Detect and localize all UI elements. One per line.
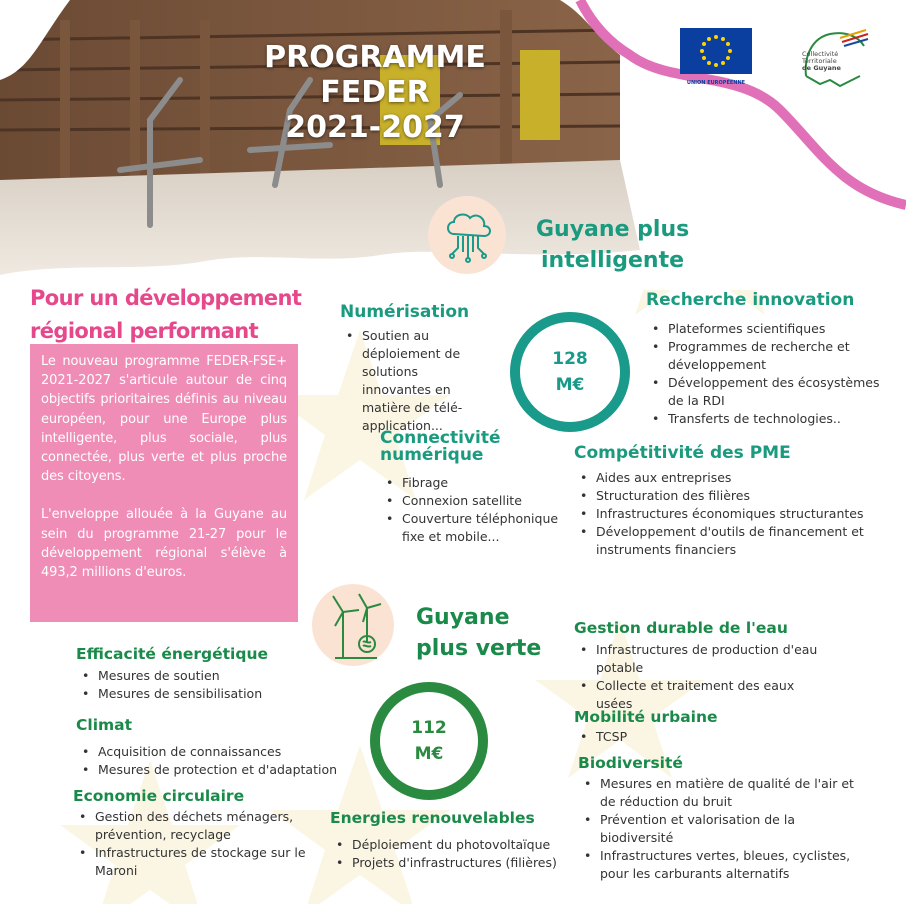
economie-list <box>73 808 323 880</box>
eu-logo <box>680 28 752 86</box>
economie-section <box>73 787 323 880</box>
biodiversite-title: Biodiversité <box>578 754 683 772</box>
smart-amount-ring <box>510 312 630 432</box>
recherche-list <box>646 320 886 428</box>
numerisation-list <box>340 327 490 435</box>
list-item: • Gestion des déchets ménagers, prévention, recyclage <box>95 808 323 844</box>
smart-amount-value: 128 <box>552 349 588 369</box>
green-title-line1: Guyane <box>416 605 510 630</box>
green-amount-unit: M€ <box>414 744 444 764</box>
economie-title: Economie circulaire <box>73 787 245 805</box>
ctg-logo <box>800 26 870 90</box>
list-item: • Acquisition de connaissances <box>98 743 346 761</box>
list-item: • Transferts de technologies.. <box>668 410 886 428</box>
cloud-circuit-icon <box>440 208 496 264</box>
intro-heading <box>30 282 310 348</box>
list-item: • Soutien au déploiement de solutions innovantes en matière de télé-application... <box>362 327 490 435</box>
ctg-logo-line3: de Guyane <box>802 64 841 72</box>
eau-section <box>574 619 834 713</box>
eau-list <box>574 641 834 713</box>
smart-title-line1: Guyane plus <box>536 217 690 242</box>
energies-section <box>330 809 570 872</box>
eu-flag-icon <box>680 28 752 74</box>
connectivite-title-line2: numérique <box>380 445 484 465</box>
mobilite-title: Mobilité urbaine <box>574 708 718 726</box>
climat-list <box>76 743 346 779</box>
list-item: • Infrastructures économiques structurantes <box>596 505 884 523</box>
green-amount-ring <box>370 682 488 800</box>
program-title-line2: FEDER <box>320 75 430 110</box>
program-title-line3: 2021-2027 <box>285 110 465 145</box>
recherche-title: Recherche innovation <box>646 290 855 310</box>
list-item: • TCSP <box>596 728 774 746</box>
list-item: • Mesures de protection et d'adaptation <box>98 761 346 779</box>
connectivite-section <box>380 430 570 546</box>
list-item: • Projets d'infrastructures (filières) <box>352 854 570 872</box>
list-item: • Mesures de sensibilisation <box>98 685 306 703</box>
intro-paragraph-2: L'enveloppe allouée à la Guyane au sein du programme 21-27 pour le développement régional s'élève à 493,2 millions d'euros. <box>41 507 287 581</box>
list-item: • Fibrage <box>402 474 570 492</box>
list-item: • Infrastructures de production d'eau potable <box>596 641 834 677</box>
list-item: • Développement des écosystèmes de la RDI <box>668 374 886 410</box>
energies-list <box>330 836 570 872</box>
climat-title: Climat <box>76 716 133 734</box>
mobilite-list <box>574 728 774 746</box>
list-item: • Mesures de soutien <box>98 667 306 685</box>
list-item: • Plateformes scientifiques <box>668 320 886 338</box>
numerisation-title: Numérisation <box>340 302 470 322</box>
ctg-logo-line1: Collectivité <box>802 50 839 58</box>
program-title-line1: PROGRAMME <box>264 40 486 75</box>
efficacite-section <box>76 645 306 703</box>
list-item: • Structuration des filières <box>596 487 884 505</box>
biodiversite-section <box>578 754 858 883</box>
connectivite-title-line1: Connectivité <box>380 428 501 448</box>
list-item: • Infrastructures vertes, bleues, cyclistes, pour les carburants alternatifs <box>600 847 858 883</box>
program-title <box>230 40 520 145</box>
ctg-logo-line2: Territoriale <box>802 57 837 65</box>
recherche-section <box>646 290 886 428</box>
pme-list <box>574 469 884 559</box>
list-item: • Mesures en matière de qualité de l'air et de réduction du bruit <box>600 775 858 811</box>
energies-title: Energies renouvelables <box>330 809 535 827</box>
green-title-line2: plus verte <box>416 636 542 661</box>
biodiversite-list <box>578 775 858 883</box>
smart-title-line2: intelligente <box>541 248 685 273</box>
connectivite-title <box>380 430 570 464</box>
list-item: • Collecte et traitement des eaux usées <box>596 677 834 713</box>
wind-turbine-icon <box>325 592 385 662</box>
list-item: • Couverture téléphonique fixe et mobile... <box>402 510 570 546</box>
efficacite-list <box>76 667 306 703</box>
numerisation-section <box>340 302 490 435</box>
mobilite-section <box>574 708 774 746</box>
efficacite-title: Efficacité énergétique <box>76 645 269 663</box>
list-item: • Prévention et valorisation de la biodiversité <box>600 811 858 847</box>
intro-box <box>30 344 298 622</box>
intro-heading-line1: Pour un développement <box>30 286 302 310</box>
list-item: • Déploiement du photovoltaïque <box>352 836 570 854</box>
connectivite-list <box>380 474 570 546</box>
list-item: • Aides aux entreprises <box>596 469 884 487</box>
smart-amount-unit: M€ <box>555 375 585 395</box>
list-item: • Programmes de recherche et développement <box>668 338 886 374</box>
pme-section <box>574 443 884 559</box>
eau-title: Gestion durable de l'eau <box>574 619 788 637</box>
climat-section <box>76 716 346 779</box>
smart-title <box>536 214 689 276</box>
intro-heading-line2: régional performant <box>30 319 259 343</box>
list-item: • Connexion satellite <box>402 492 570 510</box>
green-amount-value: 112 <box>411 718 447 738</box>
pme-title: Compétitivité des PME <box>574 443 791 463</box>
list-item: • Développement d'outils de financement et instruments financiers <box>596 523 884 559</box>
list-item: • Infrastructures de stockage sur le Maroni <box>95 844 323 880</box>
eu-logo-caption: UNION EUROPÉENNE <box>686 80 746 86</box>
green-title <box>416 602 541 664</box>
intro-paragraph-1: Le nouveau programme FEDER-FSE+ 2021-2027 s'articule autour de cinq objectifs prioritaires définis au niveau européen, pour une Europe plus intelligente, plus sociale, plus connectée, plus verte et plus proche des citoyens. <box>41 354 287 485</box>
